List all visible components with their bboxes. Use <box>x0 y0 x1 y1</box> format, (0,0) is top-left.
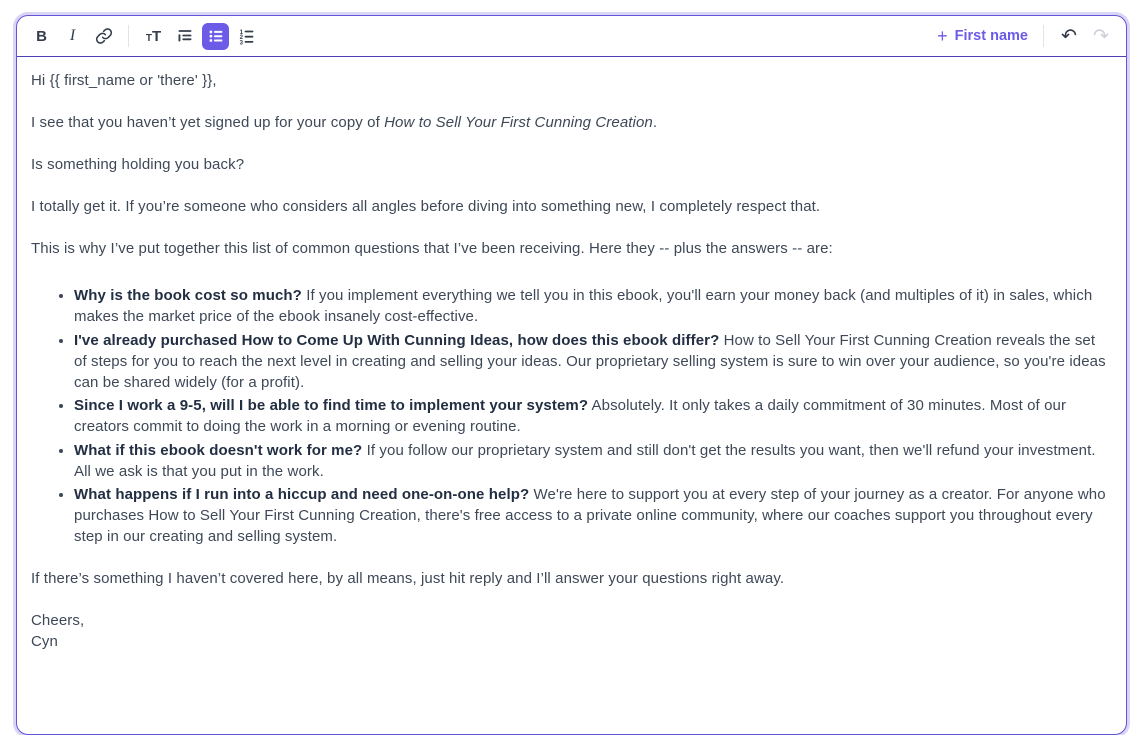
undo-button[interactable] <box>1055 23 1083 50</box>
text-size-icon: T T <box>145 27 162 45</box>
faq-answer: Absolutely. It only takes a daily commitment of 30 minutes. Most of our creators commit to doing the work in a morning or evening routine. <box>74 397 1067 435</box>
plus-icon: + <box>937 25 948 46</box>
svg-text:3: 3 <box>239 40 243 45</box>
faq-question: What happens if I run into a hiccup and need one-on-one help? <box>74 486 530 503</box>
faq-question: I've already purchased How to Come Up With Cunning Ideas, how does this ebook differ? <box>74 331 720 349</box>
faq-answer: We're here to support you at every step of your journey as a creator. For anyone who purchases How to Sell Your First Cunning Creation, there's free access to a private online community, where our coaches support you throughout every step in our creating and selling system. <box>74 486 1106 545</box>
insert-first-name-button[interactable] <box>931 25 1034 46</box>
editor-toolbar <box>17 16 1126 57</box>
toolbar-divider-left <box>128 25 129 47</box>
greeting-paragraph: Hi {{ first_name or 'there' }}, <box>31 72 217 89</box>
faq-item <box>74 484 1112 547</box>
undo-icon: ↶ <box>1061 25 1077 47</box>
email-body-editable[interactable] <box>17 57 1126 703</box>
toolbar-divider-right <box>1043 25 1044 47</box>
ordered-list-button[interactable] <box>233 23 260 50</box>
merge-tag-label: First name <box>954 28 1028 44</box>
link-icon <box>95 27 113 45</box>
intro-paragraph: I see that you haven’t yet signed up for your copy of How to Sell Your First Cunning Creation. <box>31 114 658 131</box>
redo-icon: ↷ <box>1093 25 1109 47</box>
question-paragraph: Is something holding you back? <box>31 156 245 173</box>
text-size-button[interactable] <box>140 23 167 50</box>
signature-cheers: Cheers, <box>31 612 85 629</box>
link-button[interactable] <box>90 23 117 50</box>
email-editor <box>16 15 1127 735</box>
faq-question: What if this ebook doesn't work for me? <box>74 441 363 459</box>
faq-answer: If you follow our proprietary system and still don't get the results you want, then we'll refund your investment. All we ask is that you put in the work. <box>74 441 1096 480</box>
faq-item <box>74 440 1112 482</box>
signature-paragraph <box>31 610 1112 652</box>
faq-item <box>74 395 1112 437</box>
bullet-list-icon <box>207 27 225 45</box>
bullet-list-button[interactable] <box>202 23 229 50</box>
empathy-paragraph: I totally get it. If you’re someone who considers all angles before diving into something new, I completely respect that. <box>31 198 821 215</box>
faq-item <box>74 285 1112 327</box>
signature-name: Cyn <box>31 633 58 650</box>
bold-icon: B <box>36 27 47 45</box>
italic-button[interactable] <box>59 23 86 50</box>
faq-item <box>74 330 1112 393</box>
faq-question: Since I work a 9-5, will I be able to find time to implement your system? <box>74 397 589 414</box>
list-lead-paragraph: This is why I’ve put together this list of common questions that I’ve been receiving. Here they -- plus the answers -- are: <box>31 240 833 257</box>
redo-button[interactable] <box>1087 23 1115 50</box>
faq-list <box>31 285 1112 547</box>
faq-question: Why is the book cost so much? <box>74 287 302 304</box>
closing-paragraph: If there’s something I haven’t covered here, by all means, just hit reply and I’ll answer your questions right away. <box>31 570 785 587</box>
italic-icon: I <box>69 27 76 44</box>
faq-answer: If you implement everything we tell you in this ebook, you'll earn your money back (and multiples of it) in sales, which makes the market price of the ebook insanely cost-effective. <box>74 287 1093 325</box>
ordered-list-icon <box>238 27 256 45</box>
blockquote-button[interactable] <box>171 23 198 50</box>
bold-button[interactable] <box>28 23 55 50</box>
faq-answer: How to Sell Your First Cunning Creation reveals the set of steps for you to reach the next level in creating and selling your ideas. Our proprietary selling system is sure to win over your audience, so you're ideas can be shared widely (for a profit). <box>74 331 1106 391</box>
svg-text:1: 1 <box>239 30 243 36</box>
book-title-italic: How to Sell Your First Cunning Creation <box>384 114 653 131</box>
svg-text:2: 2 <box>239 35 243 42</box>
blockquote-icon <box>176 27 194 45</box>
